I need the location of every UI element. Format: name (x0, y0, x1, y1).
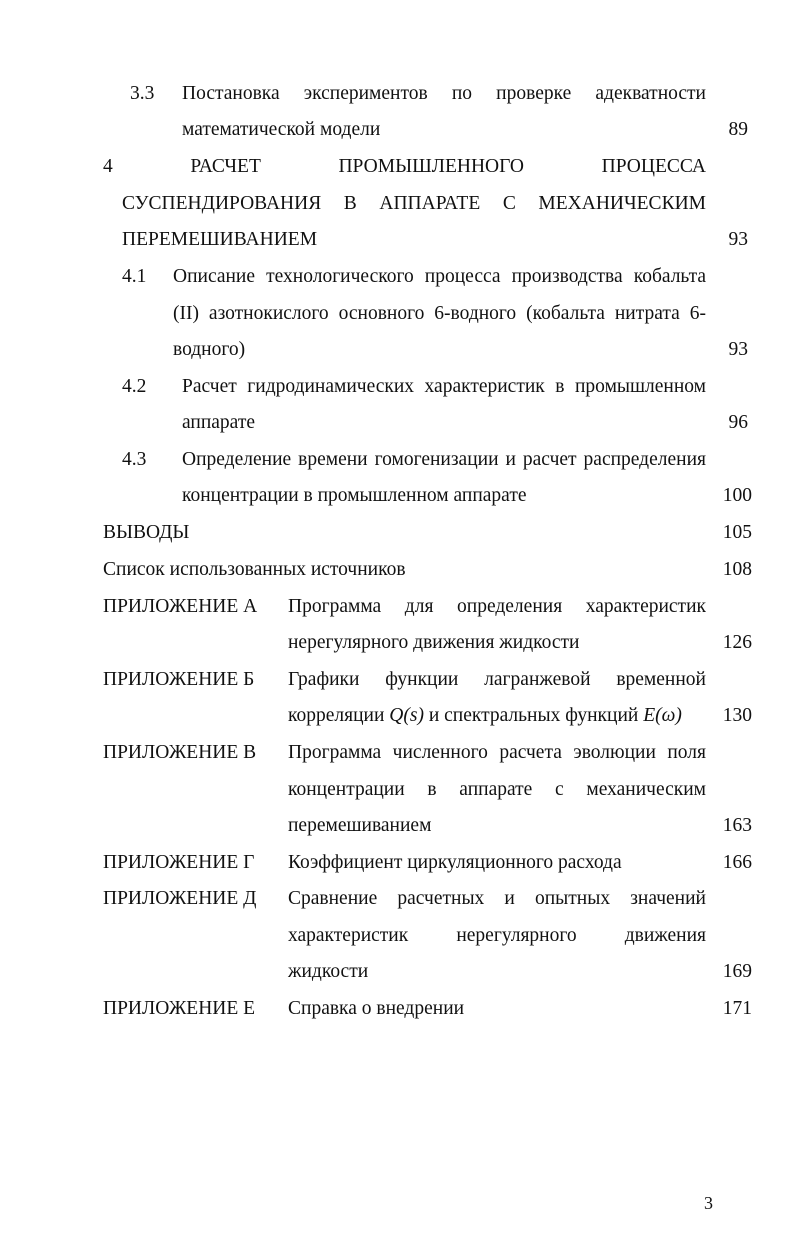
toc-appendix-g-label[interactable]: ПРИЛОЖЕНИЕ Г (103, 852, 255, 873)
toc-appendix-b-text-b: и спектральных функций (423, 705, 644, 726)
toc-4-3-number: 4.3 (122, 449, 147, 470)
toc-4-1-title-line2[interactable]: (II) азотнокислого основного 6-водного (кобальта нитрата 6- (173, 304, 706, 324)
toc-4-1-number: 4.1 (122, 266, 147, 287)
toc-ch4-page: 93 (728, 229, 748, 250)
toc-4-3-page: 100 (722, 485, 752, 506)
toc-appendix-b-formula-e: E(ω) (643, 705, 682, 726)
toc-3-3-title-line2[interactable]: математической модели (182, 119, 381, 140)
toc-appendix-a-page: 126 (722, 632, 752, 653)
toc-appendix-b-text-a: корреляции (288, 705, 390, 726)
toc-ch4-title-line1[interactable]: 4 РАСЧЕТ ПРОМЫШЛЕННОГО ПРОЦЕССА (103, 157, 706, 177)
toc-appendix-v-title-line2[interactable]: концентрации в аппарате с механическим (288, 780, 706, 800)
toc-4-1-page: 93 (728, 339, 748, 360)
toc-4-3-title-line1[interactable]: Определение времени гомогенизации и расчет распределения (182, 450, 706, 470)
toc-appendix-a-label[interactable]: ПРИЛОЖЕНИЕ А (103, 596, 258, 617)
toc-appendix-d-title-line3[interactable]: жидкости (288, 961, 369, 982)
toc-4-2-page: 96 (728, 412, 748, 433)
toc-3-3-title-line1[interactable]: Постановка экспериментов по проверке адекватности (182, 84, 706, 104)
toc-4-3-title-line2[interactable]: концентрации в промышленном аппарате (182, 485, 527, 506)
toc-conclusions-title[interactable]: ВЫВОДЫ (103, 522, 190, 543)
toc-appendix-b-label[interactable]: ПРИЛОЖЕНИЕ Б (103, 669, 255, 690)
toc-ch4-title-line2[interactable]: СУСПЕНДИРОВАНИЯ В АППАРАТЕ С МЕХАНИЧЕСКИМ (122, 194, 706, 214)
toc-appendix-g-page: 166 (722, 852, 752, 873)
toc-3-3-page: 89 (728, 119, 748, 140)
toc-appendix-v-title-line3[interactable]: перемешиванием (288, 815, 432, 836)
toc-references-title[interactable]: Список использованных источников (103, 559, 406, 580)
toc-3-3-number: 3.3 (130, 83, 155, 104)
page-number: 3 (704, 1193, 713, 1213)
toc-appendix-d-title-line2[interactable]: характеристик нерегулярного движения (288, 926, 706, 946)
toc-appendix-v-label[interactable]: ПРИЛОЖЕНИЕ В (103, 742, 257, 763)
toc-references-page: 108 (722, 559, 752, 580)
toc-appendix-g-title-line1[interactable]: Коэффициент циркуляционного расхода (288, 852, 622, 873)
toc-4-2-title-line1[interactable]: Расчет гидродинамических характеристик в промышленном (182, 377, 706, 397)
toc-appendix-e-title-line1[interactable]: Справка о внедрении (288, 998, 465, 1019)
toc-appendix-a-title-line2[interactable]: нерегулярного движения жидкости (288, 632, 580, 653)
toc-appendix-a-title-line1[interactable]: Программа для определения характеристик (288, 597, 706, 617)
toc-appendix-d-label[interactable]: ПРИЛОЖЕНИЕ Д (103, 888, 257, 909)
toc-4-2-title-line2[interactable]: аппарате (182, 412, 256, 433)
toc-4-2-number: 4.2 (122, 376, 147, 397)
toc-appendix-b-title-line2[interactable] (288, 706, 682, 726)
toc-appendix-e-page: 171 (722, 998, 752, 1019)
toc-appendix-d-page: 169 (722, 961, 752, 982)
toc-ch4-title-line3[interactable]: ПЕРЕМЕШИВАНИЕМ (122, 229, 318, 250)
toc-4-1-title-line1[interactable]: Описание технологического процесса производства кобальта (173, 267, 706, 287)
toc-appendix-v-page: 163 (722, 815, 752, 836)
toc-4-1-title-line3[interactable]: водного) (173, 339, 246, 360)
toc-appendix-b-title-line1[interactable]: Графики функции лагранжевой временной (288, 670, 706, 690)
toc-appendix-b-formula-q: Q(s) (389, 705, 424, 726)
toc-conclusions-page: 105 (722, 522, 752, 543)
toc-appendix-e-label[interactable]: ПРИЛОЖЕНИЕ Е (103, 998, 256, 1019)
toc-appendix-d-title-line1[interactable]: Сравнение расчетных и опытных значений (288, 889, 706, 909)
toc-appendix-b-page: 130 (722, 705, 752, 726)
toc-appendix-v-title-line1[interactable]: Программа численного расчета эволюции поля (288, 743, 706, 763)
